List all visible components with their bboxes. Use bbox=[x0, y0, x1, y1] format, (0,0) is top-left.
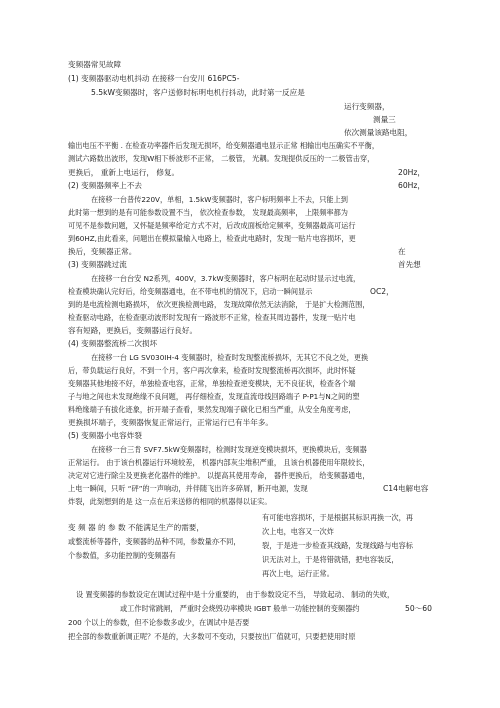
text-line: 或整流桥等器件，变频器的品种不同，参数量亦不同， bbox=[68, 537, 241, 546]
text-line: 60Hz， bbox=[398, 181, 425, 190]
text-line: 测量三 bbox=[373, 115, 396, 124]
text-line: 20Hz， bbox=[398, 168, 425, 177]
text-line: 炸裂，此刻想到的是 这一点在后来送修的相同的机器得以证实。 bbox=[68, 497, 272, 506]
section-heading: (3) 变频器跳过流 bbox=[68, 260, 127, 269]
text-line: 运行变频器， bbox=[344, 102, 390, 111]
text-line: 到的是电流检测电路损坏， 依次更换检测电路， 发现故障依然无法消除， 于是扩大检测范围， bbox=[68, 300, 370, 309]
text-line: 在接移一台三肯 SVF7.5kW变频器时，检测时发现逆变模块损坏，更换模块后，变频器 bbox=[91, 445, 367, 454]
text-line: 子与地之间也未发现绝缘不良问题， 再仔细检查，发现直流母线回路端子 P-P1与N之间的塑 bbox=[68, 392, 360, 401]
text-line: 可见不是参数问题，又怀疑是频率给定方式不对，后改成面板给定频率，变频器最高可运行 bbox=[68, 221, 356, 230]
text-line: 把全部的参数重新调正呢？不是的，大多数可不变动，只要按出厂值就可，只要把使用时原 bbox=[68, 632, 356, 641]
text-line: 后，带负载运行良好，不到一个月，客户再次拿来，检查时发现整流桥再次损坏，此时怀疑 bbox=[68, 366, 356, 375]
text-line: 50～60 bbox=[405, 604, 432, 613]
text-line: 上电一瞬间，只听 “砰”的一声响动，并伴随飞出许多碎屑，断开电源，发现 bbox=[68, 484, 308, 493]
text-line: 首先想 bbox=[398, 260, 421, 269]
text-line: 裂，于是进一步检查其线路，发现线路与电容标 bbox=[262, 541, 413, 550]
text-line: 更换损坏端子，变频器恢复正常运行，正常运行已有半年多。 bbox=[68, 418, 274, 427]
text-line: 变频器其他地接不好，单独检查电容，正常，单独检查逆变模块，无不良征状，检查各个端 bbox=[68, 379, 356, 388]
text-line: 或工作时常跳闸， 严重时会烧毁功率模块 IGBT 般单一功能控制的变频器约 bbox=[120, 604, 360, 613]
text-line: 测试六路数出波形，发现W相下桥波形不正常， 二极管， 光耦。发现提供反压的一二极管击穿， bbox=[68, 154, 375, 163]
text-line: 在接移一台普传220V，单相，1.5kW变频器时，客户标明频率上不去，只能上到 bbox=[91, 195, 348, 204]
text-line: 在 bbox=[398, 247, 406, 256]
text-line: 料绝缘端子有拔化迹象，折开端子查看，果然发现端子碳化已相当严重，从安全角度考虑， bbox=[68, 405, 356, 414]
section-heading: (2) 变频器频率上不去 bbox=[68, 181, 142, 190]
text-line: 到60HZ,由此看来，问题出在模拟量输入电路上，检查此电路时，发现一贴片电容损坏，更 bbox=[68, 234, 356, 243]
text-line: (1) 变频器驱动电机抖动 在接移一台安川 616PC5- bbox=[68, 74, 240, 83]
text-line: 再次上电，运行正常。 bbox=[262, 569, 334, 578]
text-line: 有可能电容损坏，于是根据其标识再换一次，再 bbox=[262, 513, 413, 522]
text-line: 识无法对上，于是将错就错，把电容装反， bbox=[262, 555, 399, 564]
section-heading: (5) 变频器小电容炸裂 bbox=[68, 431, 142, 440]
doc-title: 变频器常见故障 bbox=[68, 60, 122, 69]
text-line: 在接移一台台安 N2系列，400V，3.7kW变频器时，客户标明在起动时显示过电流， bbox=[91, 274, 361, 283]
text-line: 5.5kW变频器时，客户送修时标明电机行抖动，此时第一反应是 bbox=[91, 88, 305, 97]
text-line: 设 置变频器的参数设定在调试过程中是十分重要的， 由于参数设定不当， 导致起动、 制动的失败， bbox=[76, 590, 395, 599]
text-line: 次上电，电容又一次炸 bbox=[262, 527, 334, 536]
section-heading: (4) 变频器整流桥二次损坏 bbox=[68, 339, 158, 348]
text-line: 容有短路，更换后，变频器运行良好。 bbox=[68, 326, 198, 335]
text-line: 在接移一台 LG SV030IH-4 变频器时，检查时发现整流桥损坏，无其它不良之处，更换 bbox=[91, 353, 369, 362]
text-line: OC2， bbox=[370, 287, 394, 296]
text-line: 200 个以上的参数，但不论参数多或少，在调试中是否要 bbox=[68, 618, 250, 627]
text-line: 输出电压不平衡 . 在检查功率器件后发现无损坏，给变频器通电显示正常 相输出电压确实不平衡， bbox=[68, 141, 380, 150]
text-line: 决定对它进行除尘及更换老化器件的维护。 以提高其使用寿命， 器件更换后， 给变频器通电， bbox=[68, 471, 370, 480]
text-line: 此时第一想到的是有可能参数设置不当， 依次检查参数， 发现最高频率， 上限频率都为 bbox=[68, 208, 348, 217]
text-line: 变 频 器 的 参 数 不能满足生产的需要， bbox=[68, 523, 204, 532]
text-line: 个参数值，多功能控制的变频器有 bbox=[68, 551, 176, 560]
text-line: 更换后， 重新上电运行， 修复。 bbox=[68, 168, 180, 177]
text-line: 检查驱动电路，在检查驱动波形时发现有一路波形不正常，检查其周边器件，发现一贴片电 bbox=[68, 313, 356, 322]
text-line: 检查模块确认完好后，给变频器通电，在不带电机的情况下，启动一瞬间显示 bbox=[68, 287, 313, 296]
text-line: 换后，变频器正常。 bbox=[68, 247, 137, 256]
text-line: 依次测量该路电阻， bbox=[344, 128, 413, 137]
text-line: 正常运行。 由于该台机器运行环境较差， 机器内部灰尘堆积严重， 且该台机器使用年限较长， bbox=[68, 458, 370, 467]
text-line: C14电解电容 bbox=[383, 484, 429, 493]
